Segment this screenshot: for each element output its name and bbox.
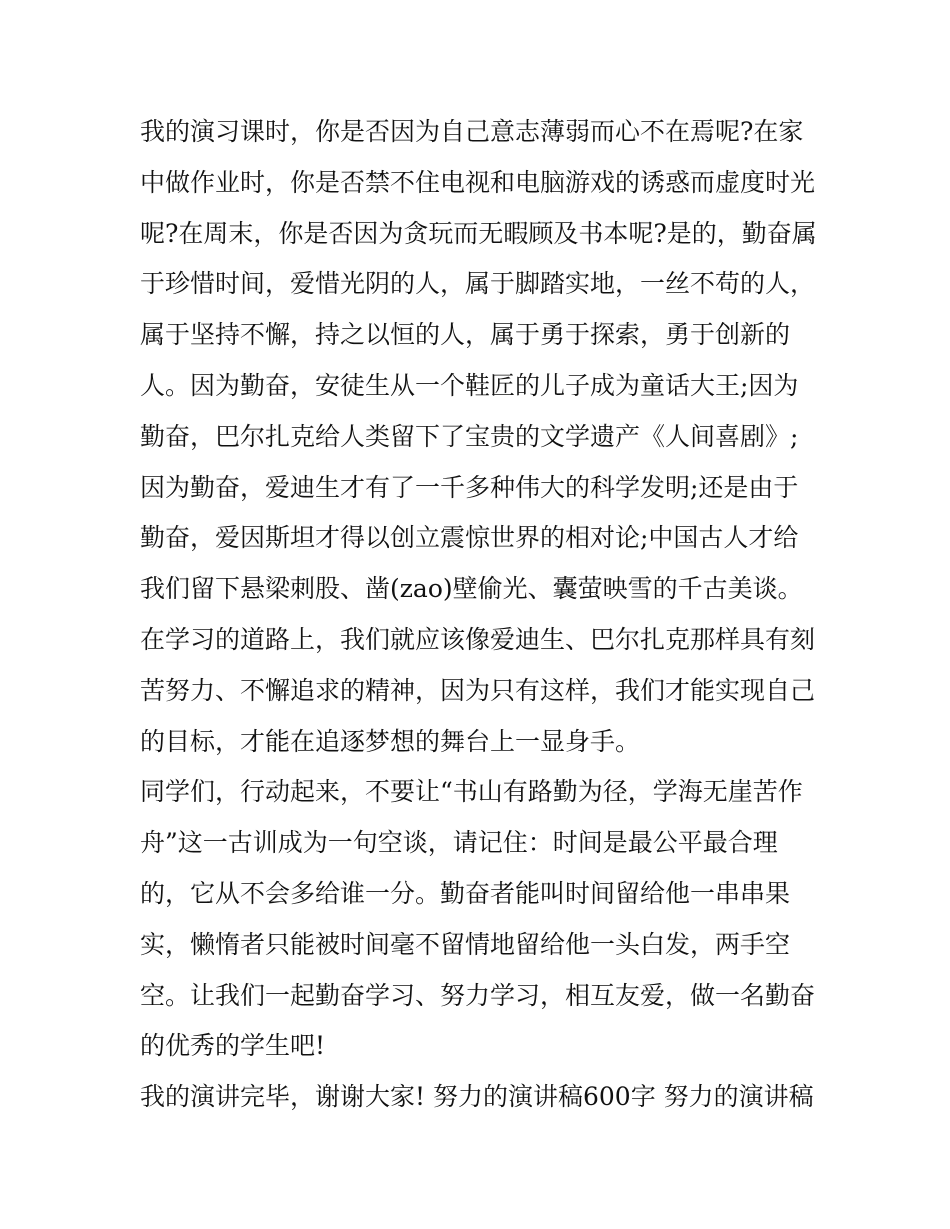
text-line-6: 人。因为勤奋，安徒生从一个鞋匠的儿子成为童话大王;因为 xyxy=(140,370,799,400)
text-line-3: 呢?在周末，你是否因为贪玩而无暇顾及书本呢?是的，勤奋属 xyxy=(140,218,817,248)
body-text xyxy=(140,107,840,1123)
text-line-4: 于珍惜时间，爱惜光阴的人，属于脚踏实地，一丝不苟的人， xyxy=(140,269,816,299)
text-line-17: 实，懒惰者只能被时间毫不留情地留给他一头白发，两手空 xyxy=(140,929,791,959)
text-line-15: 舟”这一古训成为一句空谈，请记住：时间是最公平最合理 xyxy=(140,828,778,858)
text-line-18: 空。让我们一起勤奋学习、努力学习，相互友爱，做一名勤奋 xyxy=(140,980,816,1010)
text-line-2: 中做作业时，你是否禁不住电视和电脑游戏的诱惑而虚度时光 xyxy=(140,167,816,197)
text-line-10: 我们留下悬梁刺股、凿(zao)壁偷光、囊萤映雪的千古美谈。 xyxy=(140,574,803,604)
text-line-20: 我的演讲完毕，谢谢大家! 努力的演讲稿600字 努力的演讲稿 xyxy=(140,1082,814,1112)
text-line-12: 苦努力、不懈追求的精神，因为只有这样，我们才能实现自己 xyxy=(140,675,816,705)
text-line-8: 因为勤奋，爱迪生才有了一千多种伟大的科学发明;还是由于 xyxy=(140,472,799,502)
text-line-14: 同学们，行动起来，不要让“书山有路勤为径，学海无崖苦作 xyxy=(140,777,803,807)
text-line-1: 我的演习课时，你是否因为自己意志薄弱而心不在焉呢?在家 xyxy=(140,117,804,146)
text-line-19: 的优秀的学生吧! xyxy=(140,1031,326,1061)
text-line-16: 的，它从不会多给谁一分。勤奋者能叫时间留给他一串串果 xyxy=(140,878,791,908)
text-line-7: 勤奋，巴尔扎克给人类留下了宝贵的文学遗产《人间喜剧》; xyxy=(140,421,799,451)
text-line-13: 的目标，才能在追逐梦想的舞台上一显身手。 xyxy=(140,726,641,756)
text-line-11: 在学习的道路上，我们就应该像爱迪生、巴尔扎克那样具有刻 xyxy=(140,624,816,654)
text-line-5: 属于坚持不懈，持之以恒的人，属于勇于探索，勇于创新的 xyxy=(140,320,791,350)
text-line-9: 勤奋，爱因斯坦才得以创立震惊世界的相对论;中国古人才给 xyxy=(140,523,799,553)
